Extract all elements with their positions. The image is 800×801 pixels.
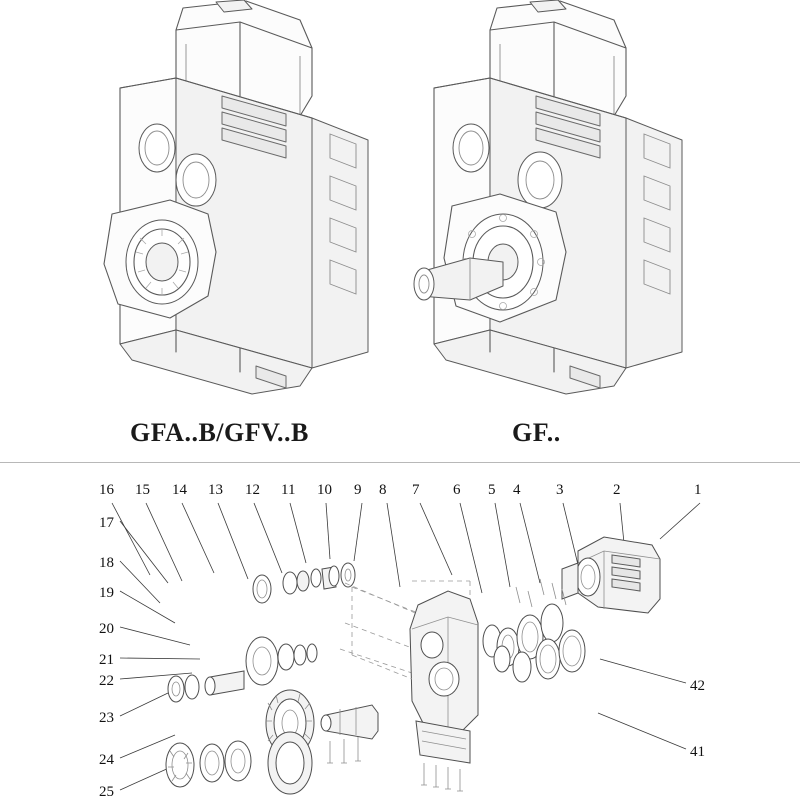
caption-gfa-gfv: GFA..B/GFV..B [130, 418, 309, 447]
callout-8: 8 [379, 482, 387, 498]
motor-adapter-exploded [562, 537, 660, 613]
callout-7: 7 [412, 482, 420, 498]
callout-2: 2 [613, 482, 621, 498]
callout-21: 21 [99, 652, 114, 668]
callout-14: 14 [172, 482, 187, 498]
callout-42: 42 [690, 678, 705, 694]
callout-19: 19 [99, 585, 114, 601]
callout-20: 20 [99, 621, 114, 637]
callout-4: 4 [513, 482, 521, 498]
callout-23: 23 [99, 710, 114, 726]
callout-5: 5 [488, 482, 496, 498]
exploded-view-panel [0, 463, 800, 800]
callout-41: 41 [690, 744, 705, 760]
callout-9: 9 [354, 482, 362, 498]
callout-16: 16 [99, 482, 114, 498]
housing-exploded [410, 591, 478, 791]
callout-25: 25 [99, 784, 114, 800]
callout-11: 11 [281, 482, 296, 498]
callout-18: 18 [99, 555, 114, 571]
callout-13: 13 [208, 482, 223, 498]
callout-6: 6 [453, 482, 461, 498]
caption-gf: GF.. [512, 418, 561, 447]
leader-lines-right [598, 659, 686, 749]
callout-24: 24 [99, 752, 114, 768]
callout-15: 15 [135, 482, 150, 498]
exploded-guide-frame [352, 587, 418, 679]
gearbox-left-drawing [104, 0, 368, 394]
callout-12: 12 [245, 482, 260, 498]
gearbox-right-drawing [414, 0, 682, 394]
callout-22: 22 [99, 673, 114, 689]
callout-3: 3 [556, 482, 564, 498]
callout-17: 17 [99, 515, 114, 531]
exploded-parts-drawing [0, 463, 800, 800]
callout-10: 10 [317, 482, 332, 498]
callout-1: 1 [694, 482, 702, 498]
small-parts-upper [253, 563, 355, 603]
shaft-and-gears-left [166, 637, 378, 794]
